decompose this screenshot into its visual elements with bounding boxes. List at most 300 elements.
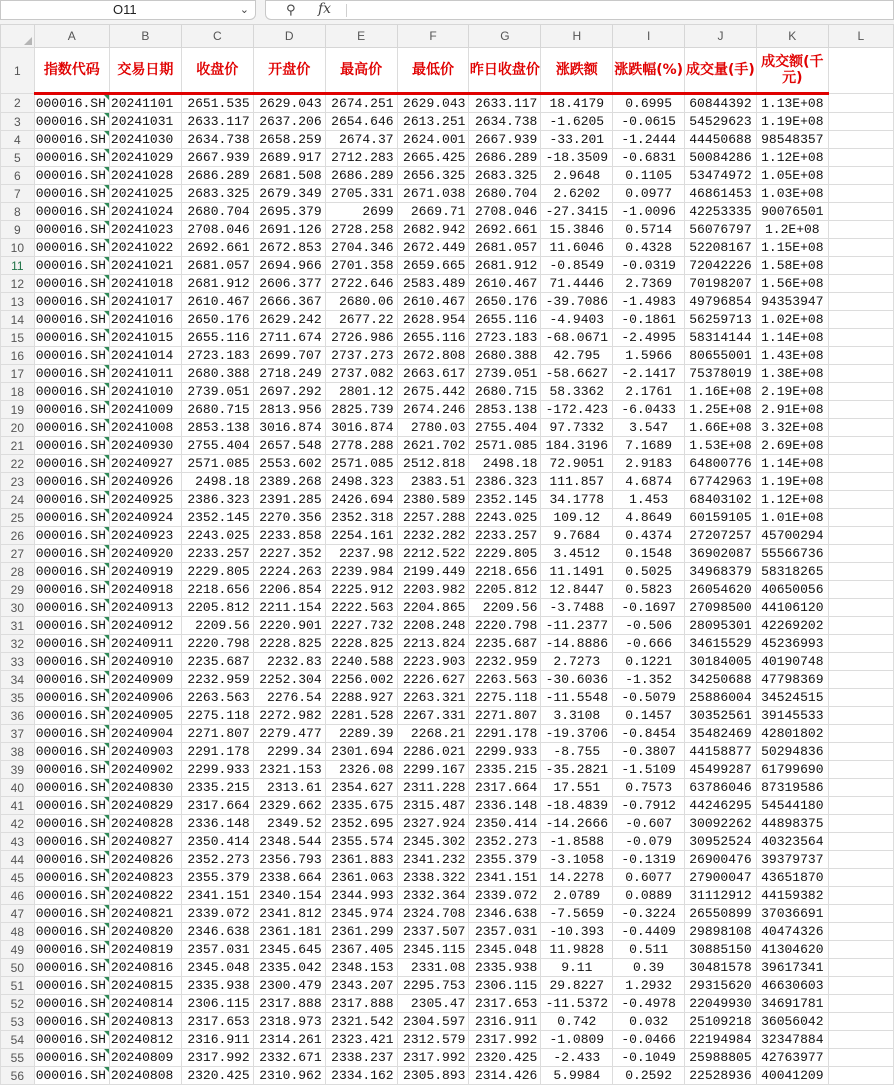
- table-cell[interactable]: 2329.662: [253, 797, 325, 815]
- table-cell[interactable]: 34615529: [685, 635, 757, 653]
- table-cell[interactable]: 17.551: [541, 779, 613, 797]
- table-cell[interactable]: 2229.805: [181, 563, 253, 581]
- table-cell[interactable]: 000016.SH: [34, 131, 109, 149]
- table-cell[interactable]: 27098500: [685, 599, 757, 617]
- empty-cell[interactable]: [828, 833, 893, 851]
- table-cell[interactable]: 2316.911: [469, 1013, 541, 1031]
- row-header[interactable]: 9: [1, 221, 35, 239]
- table-cell[interactable]: 2681.057: [469, 239, 541, 257]
- table-cell[interactable]: 20240911: [109, 635, 181, 653]
- table-cell[interactable]: 000016.SH: [34, 671, 109, 689]
- empty-cell[interactable]: [828, 617, 893, 635]
- table-cell[interactable]: 2339.072: [469, 887, 541, 905]
- table-cell[interactable]: 32347884: [756, 1031, 828, 1049]
- table-cell[interactable]: -11.5548: [541, 689, 613, 707]
- empty-cell[interactable]: [828, 527, 893, 545]
- table-cell[interactable]: -3.1058: [541, 851, 613, 869]
- empty-cell[interactable]: [828, 995, 893, 1013]
- row-header[interactable]: 25: [1, 509, 35, 527]
- table-cell[interactable]: 11.1491: [541, 563, 613, 581]
- table-cell[interactable]: 2315.487: [397, 797, 469, 815]
- table-cell[interactable]: -14.8886: [541, 635, 613, 653]
- table-cell[interactable]: 2699: [325, 203, 397, 221]
- table-cell[interactable]: 0.1221: [613, 653, 685, 671]
- table-cell[interactable]: 2288.927: [325, 689, 397, 707]
- table-cell[interactable]: 2739.051: [469, 365, 541, 383]
- row-header[interactable]: 19: [1, 401, 35, 419]
- table-cell[interactable]: 58318265: [756, 563, 828, 581]
- table-cell[interactable]: 2332.364: [397, 887, 469, 905]
- table-cell[interactable]: 000016.SH: [34, 1013, 109, 1031]
- table-cell[interactable]: 56259713: [685, 311, 757, 329]
- table-cell[interactable]: 2655.116: [469, 311, 541, 329]
- table-cell[interactable]: 1.2932: [613, 977, 685, 995]
- table-cell[interactable]: 0.5714: [613, 221, 685, 239]
- empty-cell[interactable]: [828, 131, 893, 149]
- table-cell[interactable]: 2683.325: [181, 185, 253, 203]
- table-cell[interactable]: 1.38E+08: [756, 365, 828, 383]
- table-cell[interactable]: 2341.812: [253, 905, 325, 923]
- row-header[interactable]: 20: [1, 419, 35, 437]
- table-cell[interactable]: 2361.063: [325, 869, 397, 887]
- header-cell[interactable]: 最高价: [325, 48, 397, 94]
- table-cell[interactable]: -0.7912: [613, 797, 685, 815]
- row-header[interactable]: 35: [1, 689, 35, 707]
- table-cell[interactable]: 46630603: [756, 977, 828, 995]
- chevron-down-icon[interactable]: ⌄: [239, 4, 249, 16]
- table-cell[interactable]: 20240815: [109, 977, 181, 995]
- table-cell[interactable]: 2681.057: [181, 257, 253, 275]
- table-cell[interactable]: 2853.138: [181, 419, 253, 437]
- table-cell[interactable]: 2311.228: [397, 779, 469, 797]
- table-cell[interactable]: 4.8649: [613, 509, 685, 527]
- table-cell[interactable]: 25109218: [685, 1013, 757, 1031]
- table-cell[interactable]: 2553.602: [253, 455, 325, 473]
- table-cell[interactable]: 20240924: [109, 509, 181, 527]
- table-cell[interactable]: 000016.SH: [34, 437, 109, 455]
- table-cell[interactable]: 2634.738: [181, 131, 253, 149]
- table-cell[interactable]: 20241028: [109, 167, 181, 185]
- table-cell[interactable]: 2317.992: [469, 1031, 541, 1049]
- table-cell[interactable]: 45499287: [685, 761, 757, 779]
- table-cell[interactable]: 2665.425: [397, 149, 469, 167]
- table-cell[interactable]: 2667.939: [181, 149, 253, 167]
- row-header[interactable]: 2: [1, 94, 35, 113]
- table-cell[interactable]: 0.4328: [613, 239, 685, 257]
- table-cell[interactable]: 20240905: [109, 707, 181, 725]
- table-cell[interactable]: 58.3362: [541, 383, 613, 401]
- empty-cell[interactable]: [828, 149, 893, 167]
- table-cell[interactable]: -27.3415: [541, 203, 613, 221]
- table-cell[interactable]: 2321.153: [253, 761, 325, 779]
- table-cell[interactable]: 25988805: [685, 1049, 757, 1067]
- table-cell[interactable]: 4.6874: [613, 473, 685, 491]
- empty-cell[interactable]: [828, 869, 893, 887]
- table-cell[interactable]: 20240912: [109, 617, 181, 635]
- empty-cell[interactable]: [828, 473, 893, 491]
- table-cell[interactable]: 2679.349: [253, 185, 325, 203]
- table-cell[interactable]: 2606.377: [253, 275, 325, 293]
- header-cell[interactable]: 收盘价: [181, 48, 253, 94]
- table-cell[interactable]: 109.12: [541, 509, 613, 527]
- table-cell[interactable]: 34250688: [685, 671, 757, 689]
- table-cell[interactable]: 2228.825: [253, 635, 325, 653]
- table-cell[interactable]: 2281.528: [325, 707, 397, 725]
- table-cell[interactable]: 000016.SH: [34, 923, 109, 941]
- table-cell[interactable]: 000016.SH: [34, 491, 109, 509]
- row-header[interactable]: 34: [1, 671, 35, 689]
- table-cell[interactable]: 2252.304: [253, 671, 325, 689]
- empty-cell[interactable]: [828, 455, 893, 473]
- header-cell[interactable]: 昨日收盘价: [469, 48, 541, 94]
- table-cell[interactable]: 2681.912: [469, 257, 541, 275]
- table-cell[interactable]: 2355.574: [325, 833, 397, 851]
- table-cell[interactable]: 22528936: [685, 1067, 757, 1085]
- table-cell[interactable]: -58.6627: [541, 365, 613, 383]
- table-cell[interactable]: 2350.414: [469, 815, 541, 833]
- table-cell[interactable]: 000016.SH: [34, 581, 109, 599]
- table-cell[interactable]: 000016.SH: [34, 689, 109, 707]
- table-cell[interactable]: 2677.22: [325, 311, 397, 329]
- empty-cell[interactable]: [828, 635, 893, 653]
- table-cell[interactable]: 30952524: [685, 833, 757, 851]
- table-cell[interactable]: 2336.148: [469, 797, 541, 815]
- header-cell[interactable]: 成交量(手): [685, 48, 757, 94]
- table-cell[interactable]: 000016.SH: [34, 869, 109, 887]
- table-cell[interactable]: 20240828: [109, 815, 181, 833]
- table-cell[interactable]: 18.4179: [541, 94, 613, 113]
- table-cell[interactable]: 2204.865: [397, 599, 469, 617]
- table-cell[interactable]: 2.0789: [541, 887, 613, 905]
- empty-cell[interactable]: [828, 365, 893, 383]
- empty-cell[interactable]: [828, 491, 893, 509]
- table-cell[interactable]: 2348.153: [325, 959, 397, 977]
- table-cell[interactable]: 1.453: [613, 491, 685, 509]
- table-cell[interactable]: 2380.589: [397, 491, 469, 509]
- table-cell[interactable]: 14.2278: [541, 869, 613, 887]
- table-cell[interactable]: 20240822: [109, 887, 181, 905]
- table-cell[interactable]: -0.079: [613, 833, 685, 851]
- table-cell[interactable]: 2263.321: [397, 689, 469, 707]
- row-header[interactable]: 8: [1, 203, 35, 221]
- table-cell[interactable]: -1.6205: [541, 113, 613, 131]
- table-cell[interactable]: 000016.SH: [34, 527, 109, 545]
- table-cell[interactable]: 53474972: [685, 167, 757, 185]
- table-cell[interactable]: 72042226: [685, 257, 757, 275]
- row-header[interactable]: 30: [1, 599, 35, 617]
- empty-cell[interactable]: [828, 509, 893, 527]
- table-cell[interactable]: 2335.675: [325, 797, 397, 815]
- table-cell[interactable]: -0.3224: [613, 905, 685, 923]
- table-cell[interactable]: 2674.246: [397, 401, 469, 419]
- empty-cell[interactable]: [828, 743, 893, 761]
- table-cell[interactable]: 2243.025: [181, 527, 253, 545]
- table-cell[interactable]: 20240809: [109, 1049, 181, 1067]
- table-cell[interactable]: 3.547: [613, 419, 685, 437]
- table-cell[interactable]: 20240812: [109, 1031, 181, 1049]
- table-cell[interactable]: 000016.SH: [34, 203, 109, 221]
- table-cell[interactable]: 000016.SH: [34, 383, 109, 401]
- table-cell[interactable]: 000016.SH: [34, 185, 109, 203]
- table-cell[interactable]: 2227.732: [325, 617, 397, 635]
- table-cell[interactable]: 2708.046: [181, 221, 253, 239]
- row-header[interactable]: 13: [1, 293, 35, 311]
- table-cell[interactable]: 000016.SH: [34, 887, 109, 905]
- table-cell[interactable]: 2326.08: [325, 761, 397, 779]
- table-cell[interactable]: 2271.807: [181, 725, 253, 743]
- table-cell[interactable]: 2737.273: [325, 347, 397, 365]
- table-cell[interactable]: 2686.289: [181, 167, 253, 185]
- table-cell[interactable]: -172.423: [541, 401, 613, 419]
- table-cell[interactable]: 0.0889: [613, 887, 685, 905]
- column-header-i[interactable]: I: [613, 25, 685, 48]
- table-cell[interactable]: 000016.SH: [34, 617, 109, 635]
- table-cell[interactable]: 1.14E+08: [756, 455, 828, 473]
- table-cell[interactable]: 20240821: [109, 905, 181, 923]
- row-header[interactable]: 45: [1, 869, 35, 887]
- table-cell[interactable]: 0.511: [613, 941, 685, 959]
- table-cell[interactable]: 2209.56: [181, 617, 253, 635]
- table-cell[interactable]: 1.14E+08: [756, 329, 828, 347]
- table-cell[interactable]: 44898375: [756, 815, 828, 833]
- table-cell[interactable]: 2226.627: [397, 671, 469, 689]
- table-cell[interactable]: 20240906: [109, 689, 181, 707]
- table-cell[interactable]: 2512.818: [397, 455, 469, 473]
- table-cell[interactable]: 2271.807: [469, 707, 541, 725]
- table-cell[interactable]: 20240827: [109, 833, 181, 851]
- row-header[interactable]: 5: [1, 149, 35, 167]
- table-cell[interactable]: 2659.665: [397, 257, 469, 275]
- row-header[interactable]: 26: [1, 527, 35, 545]
- table-cell[interactable]: 2276.54: [253, 689, 325, 707]
- table-cell[interactable]: 2.7273: [541, 653, 613, 671]
- table-cell[interactable]: 2299.34: [253, 743, 325, 761]
- empty-cell[interactable]: [828, 221, 893, 239]
- row-header[interactable]: 12: [1, 275, 35, 293]
- table-cell[interactable]: 2672.853: [253, 239, 325, 257]
- table-cell[interactable]: 2571.085: [469, 437, 541, 455]
- empty-cell[interactable]: [828, 94, 893, 113]
- table-cell[interactable]: 000016.SH: [34, 455, 109, 473]
- table-cell[interactable]: 1.01E+08: [756, 509, 828, 527]
- empty-cell[interactable]: [828, 1013, 893, 1031]
- table-cell[interactable]: 34524515: [756, 689, 828, 707]
- table-cell[interactable]: 2633.117: [181, 113, 253, 131]
- table-cell[interactable]: 67742963: [685, 473, 757, 491]
- table-cell[interactable]: 2317.653: [181, 1013, 253, 1031]
- table-cell[interactable]: 2289.39: [325, 725, 397, 743]
- table-cell[interactable]: -1.0096: [613, 203, 685, 221]
- table-cell[interactable]: 2220.901: [253, 617, 325, 635]
- table-cell[interactable]: 2663.617: [397, 365, 469, 383]
- table-cell[interactable]: 2237.98: [325, 545, 397, 563]
- table-cell[interactable]: 2323.421: [325, 1031, 397, 1049]
- table-cell[interactable]: 2352.145: [181, 509, 253, 527]
- table-cell[interactable]: -18.3509: [541, 149, 613, 167]
- table-cell[interactable]: 20241022: [109, 239, 181, 257]
- table-cell[interactable]: 2235.687: [469, 635, 541, 653]
- table-cell[interactable]: -33.201: [541, 131, 613, 149]
- table-cell[interactable]: 22194984: [685, 1031, 757, 1049]
- table-cell[interactable]: 1.66E+08: [685, 419, 757, 437]
- table-cell[interactable]: 2.91E+08: [756, 401, 828, 419]
- table-cell[interactable]: 2681.508: [253, 167, 325, 185]
- row-header[interactable]: 16: [1, 347, 35, 365]
- table-cell[interactable]: 2335.042: [253, 959, 325, 977]
- table-cell[interactable]: 2354.627: [325, 779, 397, 797]
- table-cell[interactable]: 000016.SH: [34, 725, 109, 743]
- empty-cell[interactable]: [828, 311, 893, 329]
- table-cell[interactable]: 2305.893: [397, 1067, 469, 1085]
- table-cell[interactable]: 36902087: [685, 545, 757, 563]
- empty-cell[interactable]: [828, 761, 893, 779]
- table-cell[interactable]: -0.6831: [613, 149, 685, 167]
- table-cell[interactable]: 2199.449: [397, 563, 469, 581]
- table-cell[interactable]: 2571.085: [325, 455, 397, 473]
- table-cell[interactable]: 68403102: [685, 491, 757, 509]
- table-cell[interactable]: 2346.638: [469, 905, 541, 923]
- table-cell[interactable]: 30352561: [685, 707, 757, 725]
- table-cell[interactable]: 2224.263: [253, 563, 325, 581]
- table-cell[interactable]: 2704.346: [325, 239, 397, 257]
- table-cell[interactable]: 2314.261: [253, 1031, 325, 1049]
- table-cell[interactable]: 2337.507: [397, 923, 469, 941]
- table-cell[interactable]: 2318.973: [253, 1013, 325, 1031]
- table-cell[interactable]: -10.393: [541, 923, 613, 941]
- table-cell[interactable]: 2218.656: [181, 581, 253, 599]
- table-cell[interactable]: 000016.SH: [34, 365, 109, 383]
- empty-cell[interactable]: [828, 401, 893, 419]
- row-header[interactable]: 38: [1, 743, 35, 761]
- table-cell[interactable]: -68.0671: [541, 329, 613, 347]
- empty-cell[interactable]: [828, 581, 893, 599]
- table-cell[interactable]: 2306.115: [469, 977, 541, 995]
- table-cell[interactable]: 40190748: [756, 653, 828, 671]
- empty-cell[interactable]: [828, 959, 893, 977]
- table-cell[interactable]: 2.7369: [613, 275, 685, 293]
- table-cell[interactable]: 2361.181: [253, 923, 325, 941]
- table-cell[interactable]: 2357.031: [181, 941, 253, 959]
- row-header[interactable]: 53: [1, 1013, 35, 1031]
- table-cell[interactable]: 40323564: [756, 833, 828, 851]
- table-cell[interactable]: 46861453: [685, 185, 757, 203]
- row-header[interactable]: 48: [1, 923, 35, 941]
- row-header[interactable]: 52: [1, 995, 35, 1013]
- table-cell[interactable]: 2667.939: [469, 131, 541, 149]
- table-cell[interactable]: 20240830: [109, 779, 181, 797]
- empty-cell[interactable]: [828, 653, 893, 671]
- table-cell[interactable]: 2655.116: [181, 329, 253, 347]
- table-cell[interactable]: 000016.SH: [34, 653, 109, 671]
- table-cell[interactable]: 2275.118: [181, 707, 253, 725]
- table-cell[interactable]: 20241024: [109, 203, 181, 221]
- table-cell[interactable]: 1.25E+08: [685, 401, 757, 419]
- name-box[interactable]: [0, 0, 256, 20]
- table-cell[interactable]: 26054620: [685, 581, 757, 599]
- table-cell[interactable]: 2672.449: [397, 239, 469, 257]
- table-cell[interactable]: 2583.489: [397, 275, 469, 293]
- table-cell[interactable]: 2610.467: [469, 275, 541, 293]
- row-header[interactable]: 24: [1, 491, 35, 509]
- table-cell[interactable]: 27900047: [685, 869, 757, 887]
- row-header[interactable]: 43: [1, 833, 35, 851]
- table-cell[interactable]: 2275.118: [469, 689, 541, 707]
- table-cell[interactable]: 2203.982: [397, 581, 469, 599]
- table-cell[interactable]: 000016.SH: [34, 1031, 109, 1049]
- table-cell[interactable]: 11.6046: [541, 239, 613, 257]
- table-cell[interactable]: 2225.912: [325, 581, 397, 599]
- table-cell[interactable]: 1.56E+08: [756, 275, 828, 293]
- table-cell[interactable]: 20241031: [109, 113, 181, 131]
- table-cell[interactable]: 22049930: [685, 995, 757, 1013]
- table-cell[interactable]: -30.6036: [541, 671, 613, 689]
- table-cell[interactable]: 2316.911: [181, 1031, 253, 1049]
- table-cell[interactable]: 44159382: [756, 887, 828, 905]
- row-header[interactable]: 36: [1, 707, 35, 725]
- row-header[interactable]: 4: [1, 131, 35, 149]
- row-header[interactable]: 28: [1, 563, 35, 581]
- table-cell[interactable]: 42253335: [685, 203, 757, 221]
- table-cell[interactable]: -35.2821: [541, 761, 613, 779]
- table-cell[interactable]: 000016.SH: [34, 941, 109, 959]
- table-cell[interactable]: 54544180: [756, 797, 828, 815]
- table-cell[interactable]: 2268.21: [397, 725, 469, 743]
- table-cell[interactable]: -1.4983: [613, 293, 685, 311]
- table-cell[interactable]: 52208167: [685, 239, 757, 257]
- table-cell[interactable]: 43651870: [756, 869, 828, 887]
- row-header[interactable]: 47: [1, 905, 35, 923]
- table-cell[interactable]: 000016.SH: [34, 293, 109, 311]
- table-cell[interactable]: 2332.671: [253, 1049, 325, 1067]
- table-cell[interactable]: 2211.154: [253, 599, 325, 617]
- row-header[interactable]: 17: [1, 365, 35, 383]
- table-cell[interactable]: 0.0977: [613, 185, 685, 203]
- table-cell[interactable]: 1.19E+08: [756, 113, 828, 131]
- table-cell[interactable]: 000016.SH: [34, 905, 109, 923]
- table-cell[interactable]: 2335.215: [181, 779, 253, 797]
- table-cell[interactable]: 2272.982: [253, 707, 325, 725]
- table-cell[interactable]: 29898108: [685, 923, 757, 941]
- table-cell[interactable]: 2229.805: [469, 545, 541, 563]
- table-cell[interactable]: 2341.151: [181, 887, 253, 905]
- table-cell[interactable]: 2346.638: [181, 923, 253, 941]
- empty-cell[interactable]: [828, 437, 893, 455]
- table-cell[interactable]: 2426.694: [325, 491, 397, 509]
- table-cell[interactable]: 75378019: [685, 365, 757, 383]
- table-cell[interactable]: 15.3846: [541, 221, 613, 239]
- table-cell[interactable]: 2692.661: [469, 221, 541, 239]
- table-cell[interactable]: 2658.259: [253, 131, 325, 149]
- table-cell[interactable]: 41304620: [756, 941, 828, 959]
- empty-cell[interactable]: [828, 977, 893, 995]
- table-cell[interactable]: 000016.SH: [34, 707, 109, 725]
- formula-input[interactable]: [265, 0, 894, 20]
- table-cell[interactable]: 2345.115: [397, 941, 469, 959]
- table-cell[interactable]: 26900476: [685, 851, 757, 869]
- table-cell[interactable]: 2235.687: [181, 653, 253, 671]
- table-cell[interactable]: -6.0433: [613, 401, 685, 419]
- table-cell[interactable]: 27207257: [685, 527, 757, 545]
- table-cell[interactable]: 2317.992: [181, 1049, 253, 1067]
- table-cell[interactable]: 2666.367: [253, 293, 325, 311]
- table-cell[interactable]: 0.1457: [613, 707, 685, 725]
- table-cell[interactable]: 42763977: [756, 1049, 828, 1067]
- table-cell[interactable]: 20240808: [109, 1067, 181, 1085]
- table-cell[interactable]: 2348.544: [253, 833, 325, 851]
- table-cell[interactable]: 34.1778: [541, 491, 613, 509]
- table-cell[interactable]: 39617341: [756, 959, 828, 977]
- table-cell[interactable]: 2498.18: [181, 473, 253, 491]
